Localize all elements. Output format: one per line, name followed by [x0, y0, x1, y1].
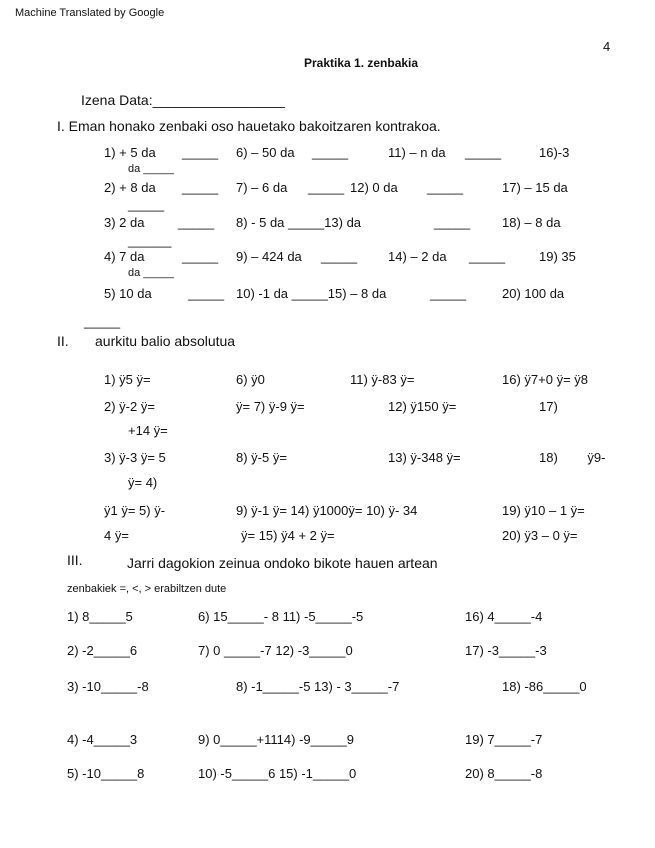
abs-item: ÿ= 15) ÿ4 + 2 ÿ=	[241, 528, 335, 543]
item-5: 5) 10 da	[104, 286, 152, 301]
abs-item: ÿ= 4)	[128, 475, 158, 490]
orphan-fragment: da _____	[128, 163, 174, 175]
orphan-fragment: ______	[128, 233, 172, 248]
page-number: 4	[603, 39, 611, 54]
compare-item: 5) -10_____8	[67, 766, 145, 781]
abs-item: 4 ÿ=	[104, 528, 129, 543]
abs-item: 11) ÿ-83 ÿ=	[350, 372, 415, 387]
section3-number: III.	[67, 552, 83, 568]
abs-item: 2) ÿ-2 ÿ=	[104, 399, 155, 414]
abs-item: 17)	[539, 399, 558, 414]
item-7: 7) – 6 da	[236, 180, 288, 195]
item-20: 20) 100 da	[502, 286, 565, 301]
compare-item: 19) 7_____-7	[465, 732, 543, 747]
item-8-13: 8) - 5 da _____13) da	[236, 215, 362, 230]
compare-item: 9) 0_____+1114) -9_____9	[198, 732, 355, 747]
abs-item: 8) ÿ-5 ÿ=	[236, 450, 287, 465]
item-3: 3) 2 da	[104, 215, 145, 230]
item-11: 11) – n da	[388, 145, 446, 160]
item-1: 1) + 5 da	[104, 145, 156, 160]
item-16: 16)-3	[539, 145, 570, 160]
blank-9: _____	[321, 249, 358, 264]
blank-4: _____	[182, 249, 219, 264]
abs-item: 16) ÿ7+0 ÿ= ÿ8	[502, 372, 588, 387]
blank-7: _____	[308, 180, 345, 195]
abs-item: 20) ÿ3 – 0 ÿ=	[502, 528, 578, 543]
item-2: 2) + 8 da	[104, 180, 156, 195]
compare-item: 16) 4_____-4	[465, 609, 543, 624]
compare-item: 8) -1_____-5 13) - 3_____-7	[236, 679, 400, 694]
compare-item: 7) 0 _____-7 12) -3_____0	[198, 643, 353, 658]
blank-11: _____	[465, 145, 502, 160]
abs-item: 9) ÿ-1 ÿ= 14) ÿ1000ÿ= 10) ÿ- 34	[236, 503, 418, 518]
blank-14: _____	[469, 249, 506, 264]
item-10-15: 10) -1 da _____15) – 8 da	[236, 286, 387, 301]
blank-13: _____	[434, 215, 471, 230]
abs-item: 19) ÿ10 – 1 ÿ=	[502, 503, 585, 518]
compare-item: 6) 15_____- 8 11) -5_____-5	[198, 609, 364, 624]
compare-item: 4) -4_____3	[67, 732, 138, 747]
section3-subheading: zenbakiek =, <, > erabiltzen dute	[67, 583, 227, 595]
item-19: 19) 35	[539, 249, 576, 264]
compare-item: 18) -86_____0	[502, 679, 587, 694]
item-18: 18) – 8 da	[502, 215, 561, 230]
abs-item: ÿ= 7) ÿ-9 ÿ=	[236, 399, 305, 414]
orphan-fragment: _____	[128, 197, 165, 212]
compare-item: 17) -3_____-3	[465, 643, 547, 658]
abs-item: 18) ÿ9-	[539, 450, 606, 465]
orphan-fragment: _____	[84, 314, 121, 329]
item-17: 17) – 15 da	[502, 180, 568, 195]
blank-12: _____	[427, 180, 464, 195]
item-9: 9) – 424 da	[236, 249, 302, 264]
page-title: Praktika 1. zenbakia	[304, 56, 419, 70]
abs-item: 3) ÿ-3 ÿ= 5	[104, 450, 166, 465]
section1-heading: I. Eman honako zenbaki oso hauetako bakoitzaren kontrakoa.	[57, 118, 441, 134]
section3-heading: Jarri dagokion zeinua ondoko bikote hauen artean	[127, 555, 438, 571]
compare-item: 20) 8_____-8	[465, 766, 543, 781]
blank-1: _____	[182, 145, 219, 160]
blank-15: _____	[430, 286, 467, 301]
translation-banner: Machine Translated by Google	[15, 7, 165, 19]
section2-number: II.	[57, 333, 69, 349]
item-6: 6) – 50 da	[236, 145, 295, 160]
item-12: 12) 0 da	[350, 180, 398, 195]
compare-item: 3) -10_____-8	[67, 679, 149, 694]
section2-heading: aurkitu balio absolutua	[95, 333, 236, 349]
compare-item: 10) -5_____6 15) -1_____0	[198, 766, 357, 781]
blank-3: _____	[178, 215, 215, 230]
blank-2: _____	[182, 180, 219, 195]
abs-item: 6) ÿ0	[236, 372, 265, 387]
abs-item: 1) ÿ5 ÿ=	[104, 372, 151, 387]
blank-5: _____	[188, 286, 225, 301]
item-14: 14) – 2 da	[388, 249, 447, 264]
abs-item: ÿ1 ÿ= 5) ÿ-	[104, 503, 166, 518]
compare-item: 2) -2_____6	[67, 643, 138, 658]
name-date-field: Izena Data:_________________	[81, 92, 285, 108]
abs-item: +14 ÿ=	[128, 423, 168, 438]
abs-item: 12) ÿ150 ÿ=	[388, 399, 457, 414]
item-4: 4) 7 da	[104, 249, 145, 264]
blank-6: _____	[312, 145, 349, 160]
orphan-fragment: da _____	[128, 267, 174, 279]
compare-item: 1) 8_____5	[67, 609, 133, 624]
abs-item: 13) ÿ-348 ÿ=	[388, 450, 461, 465]
